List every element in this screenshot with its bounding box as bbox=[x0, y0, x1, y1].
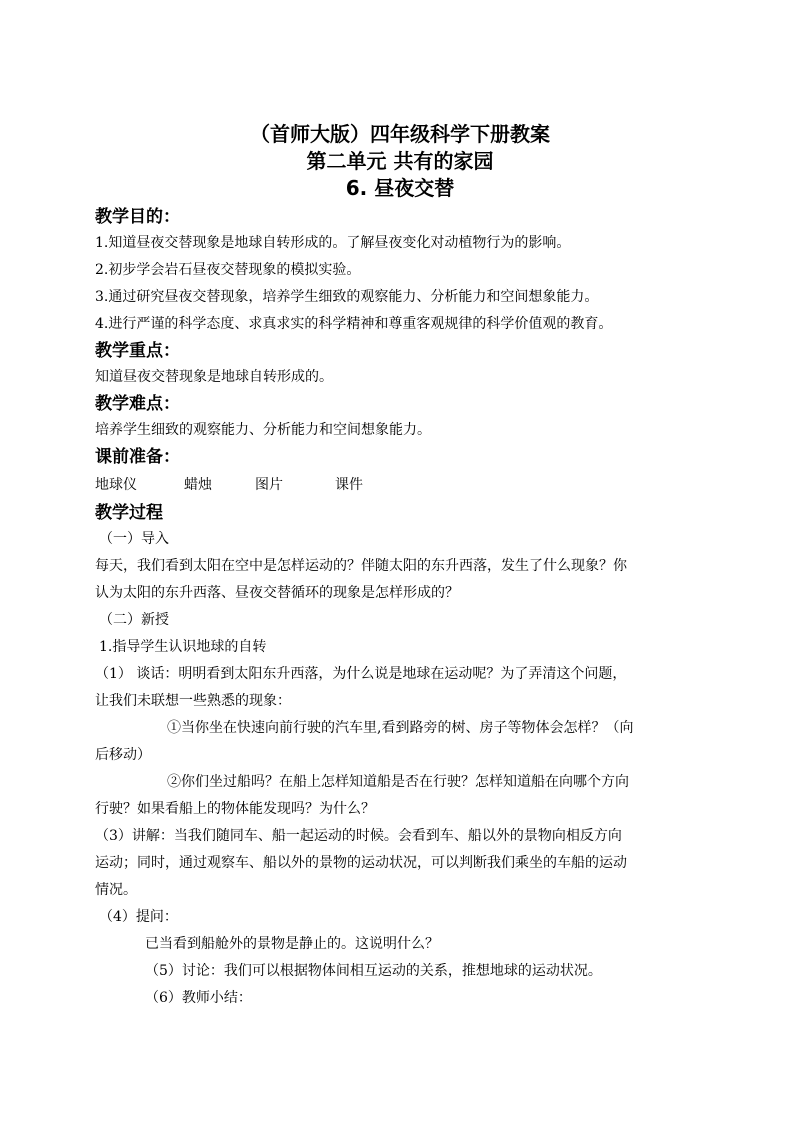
key-points-text: 知道昼夜交替现象是地球自转形成的。 bbox=[95, 369, 333, 385]
process-line: 运动；同时，通过观察车、船以外的景物的运动状况，可以判断我们乘坐的车船的运动 bbox=[95, 855, 627, 871]
process-line: 情况。 bbox=[95, 882, 137, 898]
process-line: （4）提问： bbox=[99, 909, 178, 925]
objective-item: 3.通过研究昼夜交替现象，培养学生细致的观察能力、分析能力和空间想象能力。 bbox=[95, 289, 599, 305]
process-line: 每天，我们看到太阳在空中是怎样运动的？伴随太阳的东升西落，发生了什么现象？你 bbox=[95, 558, 627, 574]
process-line: （一）导入 bbox=[99, 531, 169, 547]
objectives-heading: 教学目的： bbox=[95, 207, 180, 227]
process-line: （3）讲解：当我们随同车、船一起运动的时候。会看到车、船以外的景物向相反方向 bbox=[95, 828, 622, 844]
process-line: （1） 谈话：明明看到太阳东升西落，为什么说是地球在运动呢？为了弄清这个问题， bbox=[95, 666, 627, 682]
objective-item: 4.进行严谨的科学态度、求真求实的科学精神和尊重客观规律的科学价值观的教育。 bbox=[95, 316, 613, 332]
process-line: 让我们未联想一些熟悉的现象： bbox=[95, 693, 291, 709]
process-line: ②你们坐过船吗？在船上怎样知道船是否在行驶？怎样知道船在向哪个方向 bbox=[167, 774, 629, 790]
process-line: 行驶？如果看船上的物体能发现吗？为什么？ bbox=[95, 801, 375, 817]
process-line: （5）讨论：我们可以根据物体间相互运动的关系，推想地球的运动状况。 bbox=[145, 963, 602, 979]
preparation-item: 课件 bbox=[335, 477, 363, 493]
process-heading: 教学过程 bbox=[95, 503, 163, 523]
objective-item: 1.知道昼夜交替现象是地球自转形成的。了解昼夜变化对动植物行为的影响。 bbox=[95, 235, 571, 251]
lesson-plan-page bbox=[95, 121, 705, 1012]
preparation-heading: 课前准备： bbox=[95, 447, 180, 467]
preparation-list bbox=[95, 470, 705, 500]
unit-title: 第二单元 共有的家园 bbox=[306, 149, 494, 173]
process-line: 已当看到船舱外的景物是静止的。这说明什么？ bbox=[145, 936, 439, 952]
process-line: ①当你坐在快速向前行驶的汽车里,看到路旁的树、房子等物体会怎样？（向 bbox=[167, 720, 634, 736]
process-line: 后移动） bbox=[95, 747, 151, 763]
process-line: （6）教师小结： bbox=[145, 990, 252, 1006]
process-line: （二）新授 bbox=[99, 612, 169, 628]
preparation-item: 地球仪 bbox=[95, 477, 137, 493]
preparation-item: 蜡烛 bbox=[184, 477, 212, 493]
process-line: 1.指导学生认识地球的自转 bbox=[99, 639, 267, 655]
difficulties-text: 培养学生细致的观察能力、分析能力和空间想象能力。 bbox=[95, 422, 431, 438]
process-line: 认为太阳的东升西落、昼夜交替循环的现象是怎样形成的？ bbox=[95, 585, 459, 601]
difficulties-heading: 教学难点： bbox=[95, 394, 180, 414]
key-points-heading: 教学重点： bbox=[95, 341, 180, 361]
document-title: （首师大版）四年级科学下册教案 bbox=[250, 122, 550, 146]
lesson-title: 6. 昼夜交替 bbox=[345, 176, 455, 200]
objective-item: 2.初步学会岩石昼夜交替现象的模拟实验。 bbox=[95, 262, 361, 278]
preparation-item: 图片 bbox=[255, 477, 283, 493]
